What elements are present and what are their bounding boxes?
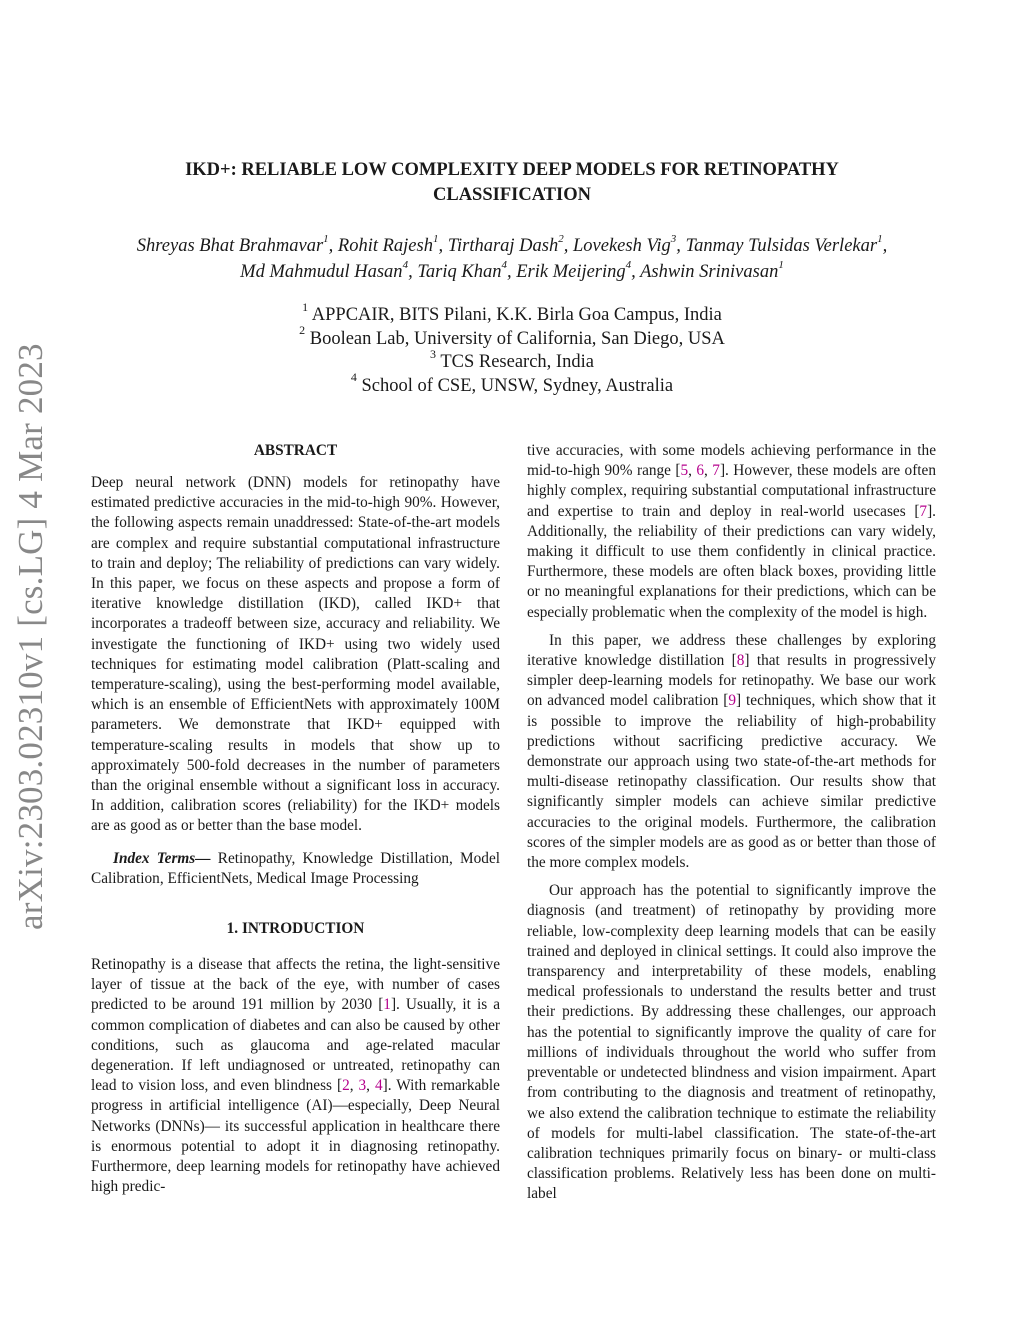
affiliation-text: School of CSE, UNSW, Sydney, Australia [361, 375, 674, 396]
index-terms [91, 849, 500, 889]
affiliation-text: Boolean Lab, University of California, San Diego, USA [309, 328, 725, 349]
author-affiliation-mark: 4 [625, 258, 632, 271]
author-affiliation-mark: 4 [402, 258, 409, 271]
author-name: Erik Meijering [516, 262, 626, 282]
right-column [527, 441, 936, 1205]
separator: , [349, 1077, 359, 1095]
affiliation-text: TCS Research, India [440, 352, 594, 372]
affiliation-item [200, 323, 824, 352]
author-name: Lovekesh Vig [573, 236, 671, 256]
index-terms-text: Retinopathy, Knowledge Distillation, Model Calibration, EfficientNets, Medical Image Processing [91, 849, 500, 887]
author-name: Md Mahmudul Hasan [240, 262, 403, 282]
author-affiliation-mark: 2 [558, 232, 564, 245]
author-name: Tanmay Tulsidas Verlekar [685, 236, 878, 256]
author-name: Rohit Rajesh [337, 236, 433, 256]
affiliation-number: 4 [350, 370, 357, 385]
separator: , [688, 462, 697, 480]
author-affiliation-mark: 1 [877, 232, 883, 245]
title-line-2: CLASSIFICATION [433, 185, 591, 205]
paragraph-text: ]. With remarkable progress in artificial intelligence (AI)—especially, Deep Neural Networks (DNNs)— its successful application in healthcare there is enormous potential to adopt it in diagnosing retinopathy. Furthermore, deep learning models for retinopathy have achieved high predic- [91, 1077, 500, 1196]
paragraph-text: ]. Additionally, the reliability of their predictions can vary widely, making it difficult to use them confidently in clinical practice. Furthermore, these models are often black boxes, providing little or no meaningful explanations for their predictions, which can be especially problematic when the complexity of the model is high. [527, 502, 936, 621]
intro-paragraph-1 [91, 955, 500, 1197]
citation-link[interactable]: 8 [736, 652, 745, 670]
author-name: Tariq Khan [417, 262, 502, 282]
left-column [91, 441, 500, 1198]
author-affiliation-mark: 3 [670, 232, 677, 245]
affiliation-number: 2 [299, 323, 306, 338]
paper-title [120, 158, 904, 208]
paragraph-text: ]. However, these models are often highly complex, requiring substantial computational infrastructure and expertise to train and deploy in real-world usecases [ [527, 462, 936, 520]
author-affiliation-mark: 1 [432, 232, 439, 245]
affiliation-item [200, 346, 824, 375]
section-heading-introduction: 1. INTRODUCTION [226, 920, 365, 938]
author-list: Shreyas Bhat Brahmavar$^1$, Rohit Rajesh$^1$, Tirtharaj Dash$^2$, Lovekesh Vig$^3$, Tanmay Tulsidas Verlekar$^1$, Md Mahmudul Hasan$^4$, Tariq Khan$^4$, Erik Meijering$^4$, Ashwin Srinivasan$^1$ [136, 232, 888, 282]
affiliation-number: 3 [430, 346, 437, 361]
intro-paragraph-1-continued [527, 441, 936, 623]
paragraph-text: ]. Usually, it is a common complication of diabetes and can also be caused by other conditions, such as glaucoma and age-related macular degeneration. If left undiagnosed or untreated, retinopathy can lead to vision loss, and even blindness [ [91, 996, 500, 1095]
arxiv-identifier: arXiv:2303.02310v1 [cs.LG] 4 Mar 2023 [11, 343, 50, 930]
paragraph-text: Retinopathy is a disease that affects the retina, the light-sensitive layer of tissue at the back of the eye, with number of cases predicted to be around 191 million by 2030 [ [91, 956, 500, 1014]
citation-link[interactable]: 7 [919, 502, 928, 520]
separator: , [704, 462, 713, 480]
citation-link[interactable]: 2 [342, 1077, 350, 1095]
affiliation-number: 1 [302, 299, 309, 314]
title-line-1: IKD+: RELIABLE LOW COMPLEXITY DEEP MODELS FOR RETINOPATHY [185, 160, 839, 180]
affiliation-list [200, 299, 824, 398]
citation-link[interactable]: 1 [383, 996, 391, 1014]
affiliation-text: APPCAIR, BITS Pilani, K.K. Birla Goa Campus, India [311, 305, 722, 325]
intro-paragraph-2 [527, 631, 936, 873]
affiliation-item [200, 370, 824, 399]
paragraph-text: ] techniques, which show that it is possible to improve the reliability of high-probability predictions without sacrificing predictive accuracy. We demonstrate our approach using two state-of-the-art methods for multi-disease retinopathy classification. Our results show that significantly simpler models can achieve similar predictive accuracies to the original models. Furthermore, the calibration scores of the simpler models are as good as or better than those of the more complex models. [527, 692, 936, 872]
author-name: Ashwin Srinivasan [640, 262, 779, 282]
abstract-heading: ABSTRACT [253, 442, 338, 459]
citation-link[interactable]: 4 [374, 1077, 383, 1095]
intro-paragraph-3: Our approach has the potential to significantly improve the diagnosis (and treatment) of retinopathy by providing more reliable, low-complexity deep learning models that can be easily trained and deployed in clinical settings. It could also improve the transparency and interpretability of these models, enabling medical professionals to understand the results better and trust their predictions. By addressing these challenges, our approach has the potential to significantly improve the quality of care for millions of individuals throughout the world who suffer from preventable or undetected blindness and vision impairment. Apart from contributing to the diagnosis and treatment of retinopathy, we also extend the calibration technique to estimate the reliability of models for multi-label classification. The state-of-the-art calibration techniques primarily focus on binary- or multi-class classification problems. Relatively less has been done on multi-label [527, 882, 936, 1203]
separator: , [366, 1077, 375, 1095]
citation-link[interactable]: 9 [728, 692, 737, 710]
author-affiliation-mark: 1 [323, 232, 329, 245]
paragraph-text: In this paper, we address these challenges by exploring iterative knowledge distillation [ [527, 631, 936, 670]
citation-link[interactable]: 3 [358, 1077, 367, 1095]
paragraph-text: tive accuracies, with some models achieving performance in the mid-to-high 90% range [ [527, 442, 936, 480]
affiliation-item [200, 299, 824, 328]
author-affiliation-mark: 1 [778, 258, 784, 271]
author-name: Shreyas Bhat Brahmavar [136, 236, 324, 256]
author-affiliation-mark: 4 [501, 258, 507, 271]
citation-link[interactable]: 5 [680, 462, 689, 480]
citation-link[interactable]: 6 [696, 462, 705, 480]
author-name: Tirtharaj Dash [447, 236, 559, 256]
citation-link[interactable]: 7 [712, 462, 720, 480]
index-terms-label: Index Terms— [113, 849, 211, 867]
paragraph-text: ] that results in progressively simpler deep-learning models for retinopathy. We base our work on advanced model calibration [ [527, 652, 936, 710]
abstract-text: Deep neural network (DNN) models for retinopathy have estimated predictive accuracies in the mid-to-high 90%. However, the following aspects remain unaddressed: State-of-the-art models are complex and require substantial computational infrastructure to train and deploy; The reliability of predictions can vary widely. In this paper, we focus on these aspects and propose a form of iterative knowledge distillation (IKD), called IKD+ that incorporates a tradeoff between size, accuracy and reliability. We investigate the functioning of IKD+ using two widely used techniques for estimating model calibration (Platt-scaling and temperature-scaling), using the best-performing model available, which is an ensemble of EfficientNets with approximately 100M parameters. We demonstrate that IKD+ equipped with temperature-scaling results in models that show up to approximately 500-fold decreases in the number of parameters than the original ensemble without a significant loss in accuracy. In addition, calibration scores (reliability) for the IKD+ models are as good as or better than the base model. [91, 474, 500, 835]
